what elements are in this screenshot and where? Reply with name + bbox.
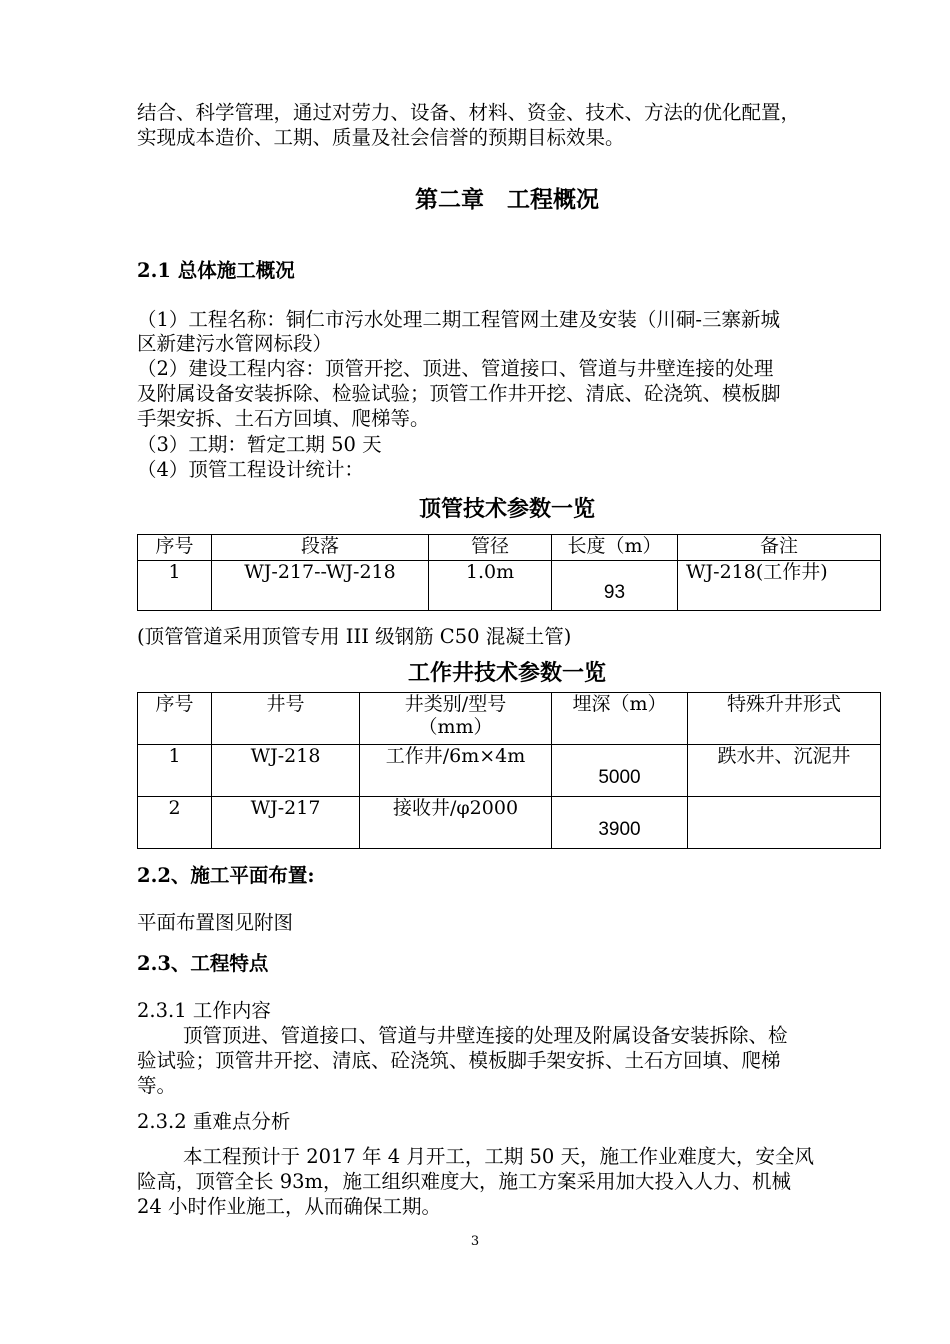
table-cell: 2: [138, 797, 212, 849]
table-header-cell: 长度（m）: [552, 535, 678, 561]
section-2-1-line: 及附属设备安装拆除、检验试验；顶管工作井开挖、清底、砼浇筑、模板脚: [137, 382, 781, 405]
table-header-cell: 备注: [678, 535, 881, 561]
section-2-1-line: 区新建污水管网标段）: [137, 332, 333, 355]
table-header-cell: 管径: [429, 535, 552, 561]
page-number: 3: [470, 1234, 480, 1249]
header-sub-text: （mm）: [418, 716, 493, 738]
section-2-3-1-line: 验试验；顶管井开挖、清底、砼浇筑、模板脚手架安拆、土石方回填、爬梯: [137, 1049, 781, 1072]
table-header-cell: 埋深（m）: [552, 693, 688, 745]
table-cell: 93: [552, 561, 678, 611]
section-2-3-2-line: 险高，顶管全长 93m，施工组织难度大，施工方案采用加大投入人力、机械: [137, 1170, 792, 1193]
table-header-cell: 序号: [138, 535, 212, 561]
table-cell: 接收井/φ2000: [360, 797, 552, 849]
intro-line-2: 实现成本造价、工期、质量及社会信誉的预期目标效果。: [137, 126, 625, 149]
table-row: [138, 561, 881, 611]
section-2-1-line: （2）建设工程内容：顶管开挖、顶进、管道接口、管道与井壁连接的处理: [137, 357, 774, 380]
table-header-cell: 段落: [212, 535, 429, 561]
table-header-cell: [360, 693, 552, 745]
table-cell: [688, 797, 881, 849]
pipe-table-title: 顶管技术参数一览: [418, 497, 595, 522]
table-header-cell: 特殊升井形式: [688, 693, 881, 745]
pipe-table-note: (顶管管道采用顶管专用 III 级钢筋 C50 混凝土管): [137, 625, 572, 648]
well-table-title: 工作井技术参数一览: [407, 661, 606, 686]
table-cell: 1: [138, 745, 212, 797]
section-2-3-2-title: 2.3.2 重难点分析: [137, 1110, 291, 1133]
pipe-table: [137, 534, 881, 611]
section-2-3-1-line: 等。: [137, 1074, 177, 1097]
section-2-3-2-line: 24 小时作业施工，从而确保工期。: [137, 1195, 442, 1218]
table-header-cell: 井号: [212, 693, 360, 745]
section-2-3-2-line: 本工程预计于 2017 年 4 月开工，工期 50 天，施工作业难度大，安全风: [183, 1145, 815, 1168]
table-cell: WJ-218(工作井): [678, 561, 881, 611]
section-2-1-line: 手架安拆、土石方回填、爬梯等。: [137, 407, 430, 430]
table-cell: WJ-217: [212, 797, 360, 849]
well-table-header-row: [138, 693, 881, 745]
section-2-1-line: （3）工期：暂定工期 50 天: [137, 433, 382, 456]
header-main-text: 井类别/型号: [404, 693, 507, 715]
table-cell: 5000: [552, 745, 688, 797]
table-cell: 1: [138, 561, 212, 611]
section-2-1-heading: 2.1 总体施工概况: [137, 259, 295, 282]
pipe-table-header-row: [138, 535, 881, 561]
section-2-3-heading: 2.3、工程特点: [137, 952, 269, 975]
chapter-title: 第二章 工程概况: [415, 187, 599, 213]
table-cell: WJ-217--WJ-218: [212, 561, 429, 611]
section-2-1-line: （4）顶管工程设计统计：: [137, 458, 364, 481]
section-2-2-heading: 2.2、施工平面布置:: [137, 864, 315, 887]
section-2-2-text: 平面布置图见附图: [137, 911, 294, 934]
table-row: [138, 745, 881, 797]
table-row: [138, 797, 881, 849]
table-cell: 3900: [552, 797, 688, 849]
intro-line-1: 结合、科学管理，通过对劳力、设备、材料、资金、技术、方法的优化配置，: [137, 101, 801, 124]
well-table: [137, 692, 881, 849]
section-2-3-1-line: 顶管顶进、管道接口、管道与井壁连接的处理及附属设备安装拆除、检: [183, 1024, 788, 1047]
section-2-1-line: （1）工程名称：铜仁市污水处理二期工程管网土建及安装（川硐-三寨新城: [137, 308, 780, 331]
section-2-3-1-title: 2.3.1 工作内容: [137, 999, 271, 1022]
table-header-cell: 序号: [138, 693, 212, 745]
table-cell: 工作井/6m×4m: [360, 745, 552, 797]
table-cell: WJ-218: [212, 745, 360, 797]
table-cell: 1.0m: [429, 561, 552, 611]
table-cell: 跌水井、沉泥井: [688, 745, 881, 797]
